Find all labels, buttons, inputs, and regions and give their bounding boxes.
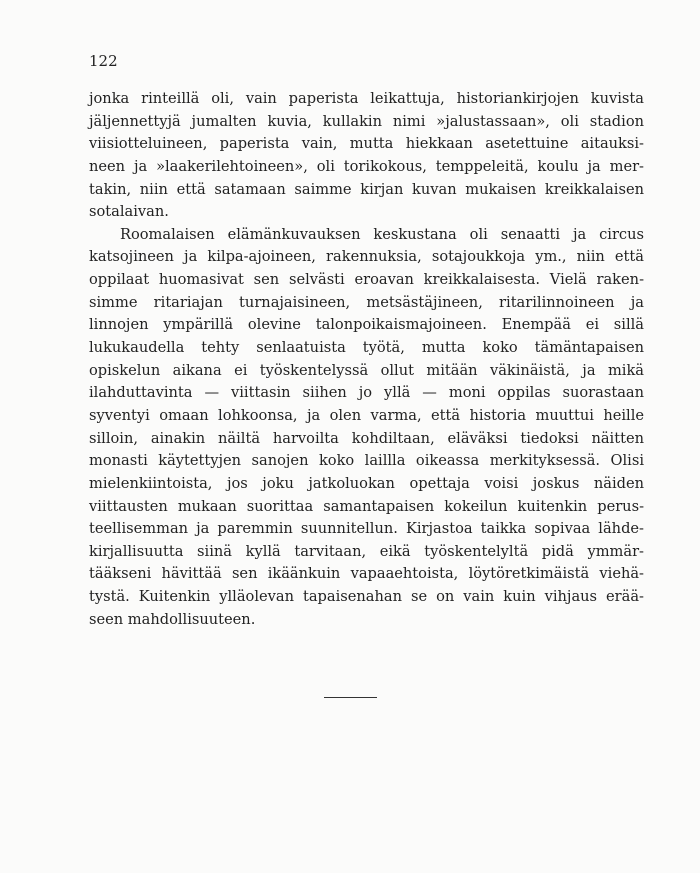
paragraph-2 — [89, 224, 644, 632]
text-line: viisiotteluineen, paperista vain, mutta hiekkaan asetettuine aitauksi- — [89, 135, 644, 153]
text-line: katsojineen ja kilpa-ajoineen, rakennuksia, sotajoukkoja ym., niin että — [89, 248, 644, 266]
text-line: ilahduttavinta — viittasin siihen jo yllä — moni oppilas suorastaan — [89, 384, 644, 402]
paragraph-1 — [89, 88, 644, 224]
text-line: oppilaat huomasivat sen selvästi eroavan kreikkalaisesta. Vielä raken- — [89, 271, 644, 289]
text-line: jäljennettyjä jumalten kuvia, kullakin nimi »jalustassaan», oli stadion — [89, 112, 644, 130]
text-line: jonka rinteillä oli, vain paperista leikattuja, historiankirjojen kuvista — [89, 90, 644, 107]
text-line: teellisemman ja paremmin suunnitellun. Kirjastoa taikka sopivaa lähde- — [89, 520, 644, 538]
text-line: neen ja »laakerilehtoineen», oli torikokous, temppeleitä, koulu ja mer- — [89, 157, 644, 175]
text-line: kirjallisuutta siinä kyllä tarvitaan, eikä työskentelyltä pidä ymmär- — [89, 542, 644, 560]
text-line: monasti käytettyjen sanojen koko laillla oikeassa merkityksessä. Olisi — [89, 452, 644, 470]
text-line: seen mahdollisuuteen. — [89, 610, 256, 628]
text-line: tystä. Kuitenkin ylläolevan tapaisenahan se on vain kuin vihjaus erää- — [89, 588, 644, 606]
text-line: Roomalaisen elämänkuvauksen keskustana oli senaatti ja circus — [120, 225, 644, 243]
page-number: 122 — [89, 52, 118, 70]
text-line: silloin, ainakin näiltä harvoilta kohdiltaan, eläväksi tiedoksi näitten — [89, 429, 644, 447]
text-line: mielenkiintoista, jos joku jatkoluokan opettaja voisi joskus näiden — [89, 474, 644, 492]
text-line: lukukaudella tehty senlaatuista työtä, mutta koko tämäntapaisen — [89, 339, 644, 357]
text-line: opiskelun aikana ei työskentelyssä ollut mitään väkinäistä, ja mikä — [89, 361, 644, 379]
text-line: takin, niin että satamaan saimme kirjan kuvan mukaisen kreikkalaisen — [89, 180, 644, 198]
text-line: sotalaivan. — [89, 203, 169, 221]
text-line: linnojen ympärillä olevine talonpoikaismajoineen. Enempää ei sillä — [89, 316, 644, 334]
text-line: simme ritariajan turnajaisineen, metsästäjineen, ritarilinnoineen ja — [89, 293, 644, 311]
section-divider — [324, 697, 377, 698]
text-line: syventyi omaan lohkoonsa, ja olen varma, että historia muuttui heille — [89, 406, 644, 424]
text-line: tääkseni hävittää sen ikäänkuin vapaaehtoista, löytöretkimäistä viehä- — [89, 565, 644, 583]
body-text — [89, 88, 644, 631]
text-line: viittausten mukaan suorittaa samantapaisen kokeilun kuitenkin perus- — [89, 497, 644, 515]
